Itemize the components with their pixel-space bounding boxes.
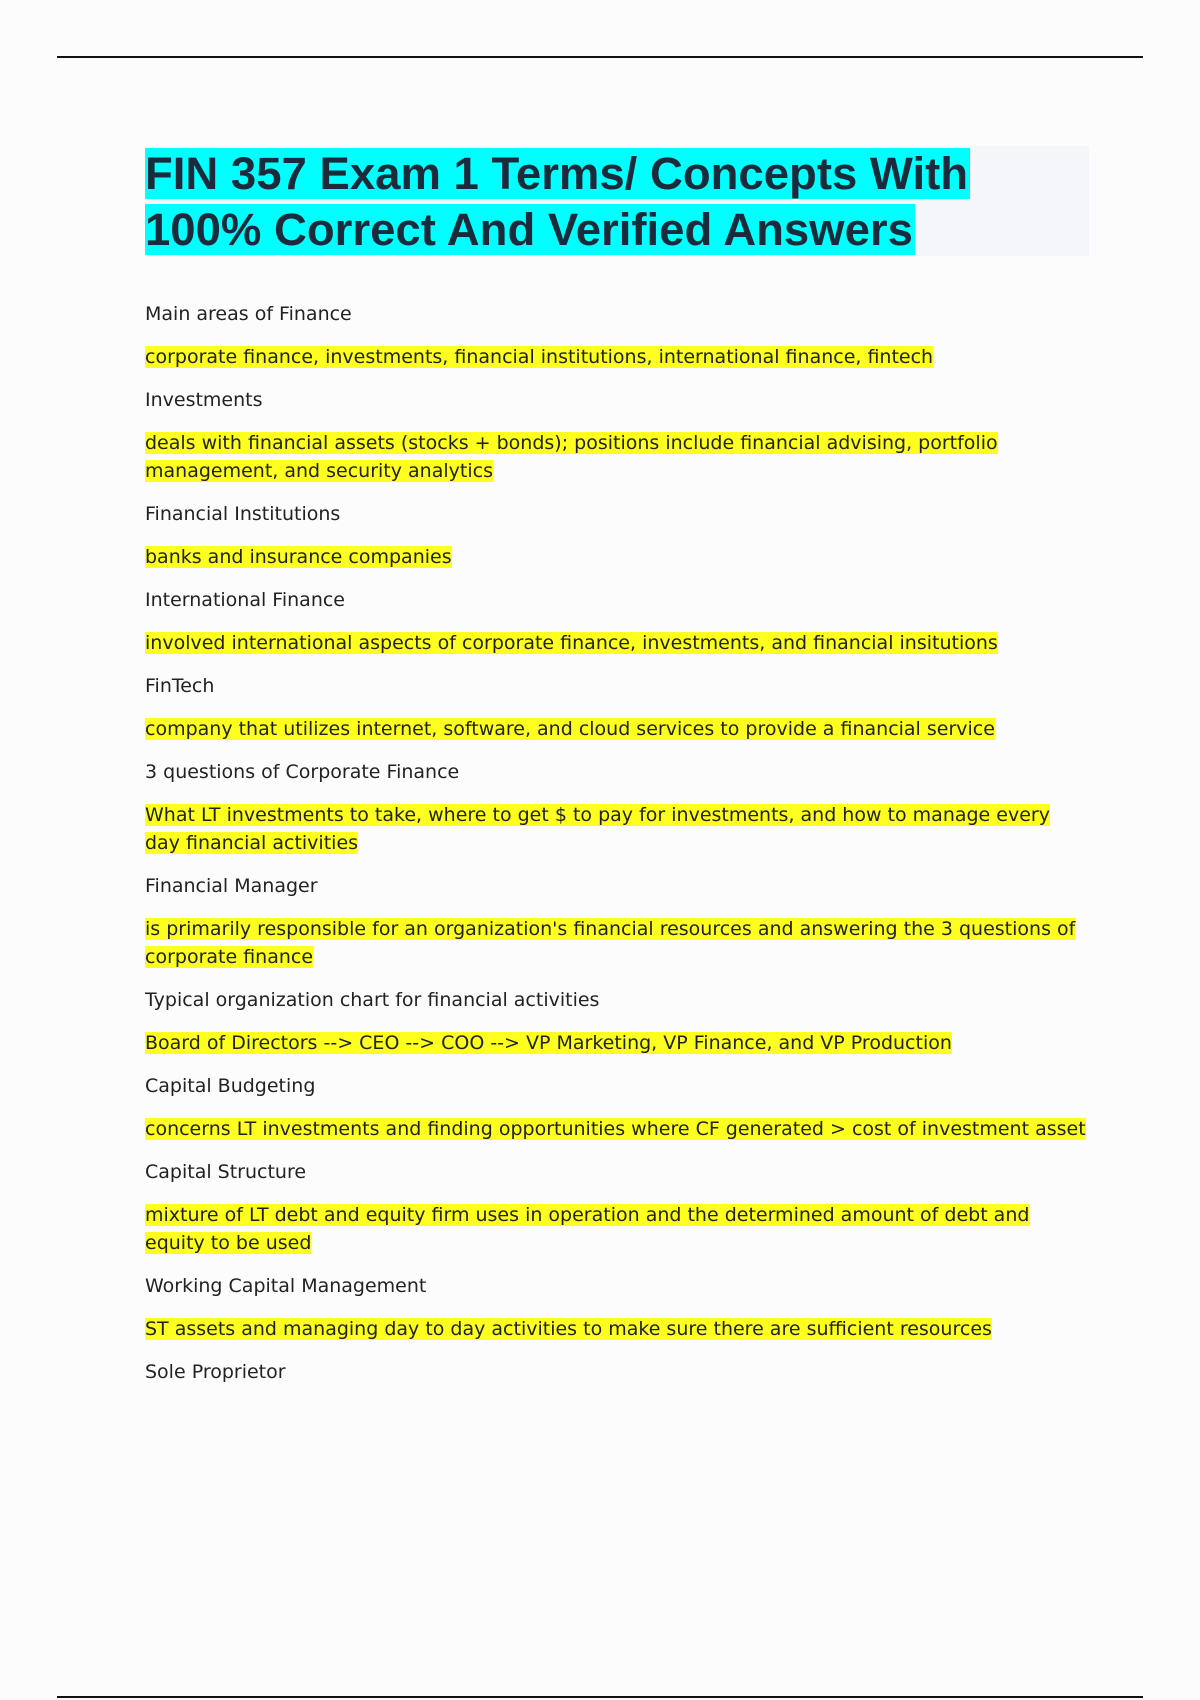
definition: banks and insurance companies — [145, 546, 452, 568]
definition: Board of Directors --> CEO --> COO --> VP Marketing, VP Finance, and VP Production — [145, 1032, 952, 1054]
definition: involved international aspects of corporate finance, investments, and financial insitutions — [145, 632, 998, 654]
term: Working Capital Management — [145, 1275, 427, 1297]
definition: What LT investments to take, where to get $ to pay for investments, and how to manage every day financial activities — [145, 804, 1050, 854]
term: Financial Institutions — [145, 503, 341, 525]
definition: mixture of LT debt and equity firm uses in operation and the determined amount of debt and equity to be used — [145, 1204, 1030, 1254]
bottom-rule — [57, 1696, 1143, 1698]
definition: deals with financial assets (stocks + bonds); positions include financial advising, portfolio management, and security analytics — [145, 432, 998, 482]
term: 3 questions of Corporate Finance — [145, 761, 460, 783]
term: Investments — [145, 389, 263, 411]
term: Capital Structure — [145, 1161, 307, 1183]
term: Typical organization chart for financial activities — [145, 989, 600, 1011]
definition: is primarily responsible for an organization's financial resources and answering the 3 questions of corporate finance — [145, 918, 1076, 968]
term: FinTech — [145, 675, 215, 697]
definition: concerns LT investments and finding opportunities where CF generated > cost of investment asset — [145, 1118, 1086, 1140]
qa-list — [145, 300, 1090, 1401]
term: Main areas of Finance — [145, 303, 352, 325]
term: Financial Manager — [145, 875, 318, 897]
term: Sole Proprietor — [145, 1361, 286, 1383]
title-block — [145, 146, 1089, 256]
definition: company that utilizes internet, software, and cloud services to provide a financial service — [145, 718, 995, 740]
term: International Finance — [145, 589, 345, 611]
term: Capital Budgeting — [145, 1075, 316, 1097]
document-title: FIN 357 Exam 1 Terms/ Concepts With 100% Correct And Verified Answers — [145, 148, 969, 255]
definition: ST assets and managing day to day activities to make sure there are sufficient resources — [145, 1318, 992, 1340]
definition: corporate finance, investments, financial institutions, international finance, fintech — [145, 346, 934, 368]
top-rule — [57, 56, 1143, 58]
